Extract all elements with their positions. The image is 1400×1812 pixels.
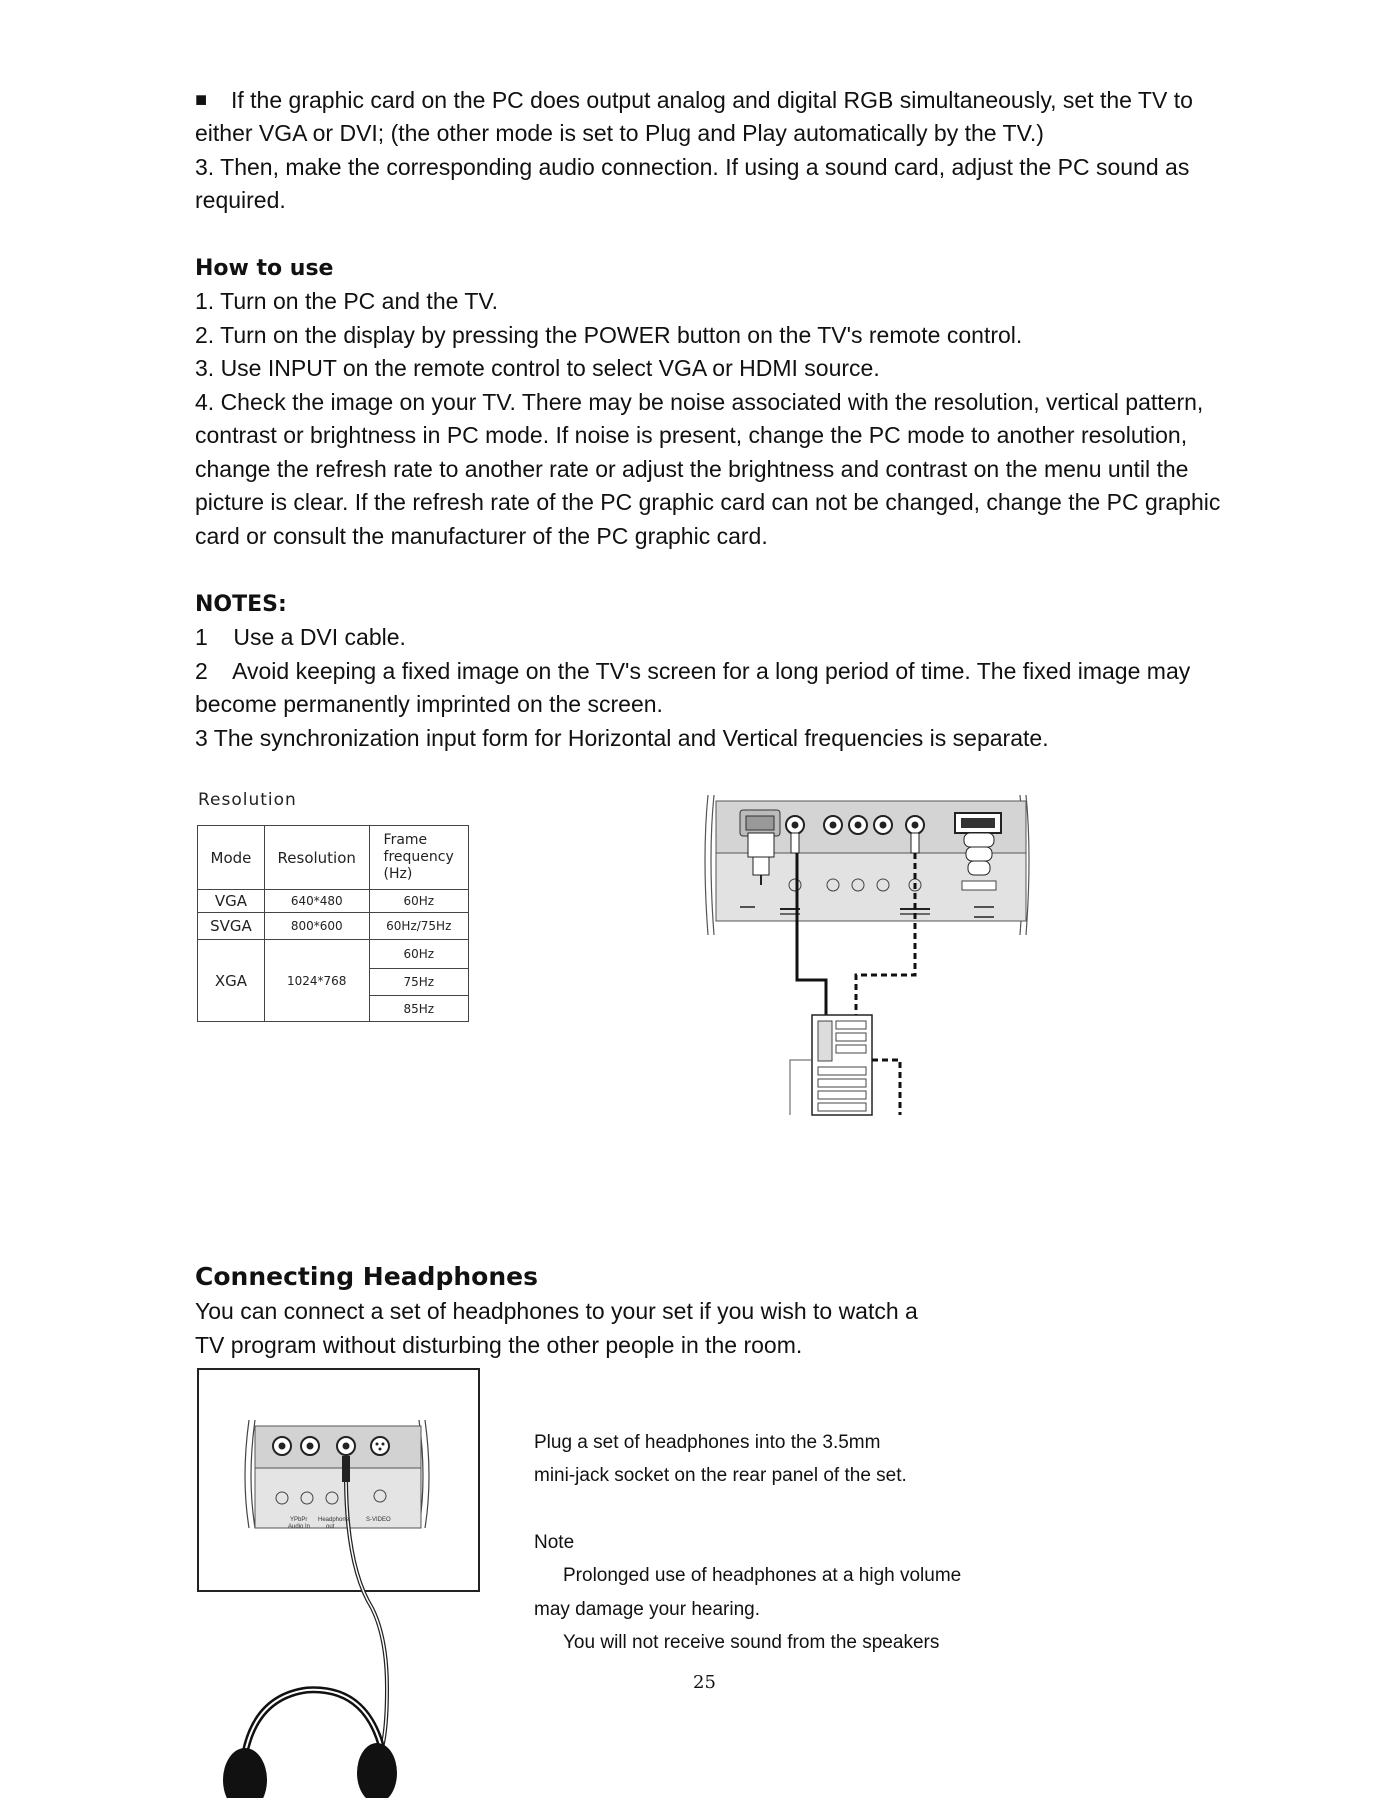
headphones-heading: Connecting Headphones	[195, 1262, 538, 1291]
row-xga-resolution: 1024*768	[264, 940, 369, 1022]
row-svga-freq: 60Hz/75Hz	[369, 913, 468, 940]
how-to-use-line-8: card or consult the manufacturer of the PC graphic card.	[195, 523, 768, 549]
headphone-instruction-2: mini-jack socket on the rear panel of the set.	[534, 1465, 907, 1486]
how-to-use-line-1: 1. Turn on the PC and the TV.	[195, 288, 499, 314]
row-xga-freq-3: 85Hz	[369, 996, 468, 1022]
headphone-diagram	[197, 1368, 480, 1798]
how-to-use-line-4: 4. Check the image on your TV. There may be noise associated with the resolution, vertical pattern,	[195, 389, 1204, 415]
notes-line-4: 3 The synchronization input form for Horizontal and Vertical frequencies is separate.	[195, 725, 1049, 751]
resolution-table	[197, 825, 469, 1022]
row-vga-mode: VGA	[198, 890, 265, 913]
row-svga-mode: SVGA	[198, 913, 265, 940]
headphone-note-line-2: may damage your hearing.	[534, 1599, 761, 1620]
headphone-instruction-1: Plug a set of headphones into the 3.5mm	[534, 1432, 881, 1453]
panel-label-out: out	[326, 1524, 335, 1530]
intro-line-4: required.	[195, 187, 286, 213]
intro-line-3: 3. Then, make the corresponding audio connection. If using a sound card, adjust the PC sound as	[195, 154, 1190, 180]
notes-heading: NOTES:	[195, 592, 287, 617]
row-vga-freq: 60Hz	[369, 890, 468, 913]
pc-connection-diagram	[700, 785, 1040, 1120]
how-to-use-line-3: 3. Use INPUT on the remote control to select VGA or HDMI source.	[195, 355, 880, 381]
intro-bullet: ■	[195, 89, 208, 111]
panel-label-headphone: Headphone	[318, 1517, 350, 1523]
header-frame-frequency	[369, 826, 468, 890]
how-to-use-heading: How to use	[195, 256, 334, 281]
how-to-use-line-2: 2. Turn on the display by pressing the POWER button on the TV's remote control.	[195, 322, 1023, 348]
headphone-note-line-1: Prolonged use of headphones at a high volume	[563, 1565, 962, 1586]
page-number: 25	[693, 1672, 716, 1693]
how-to-use-line-6: change the refresh rate to another rate or adjust the brightness and contrast on the menu until the	[195, 456, 1189, 482]
headphones-line-2: TV program without disturbing the other people in the room.	[195, 1332, 803, 1358]
panel-label-s-video: S-VIDEO	[366, 1517, 391, 1523]
row-xga-freq-1: 60Hz	[369, 940, 468, 969]
header-frequency: frequency	[383, 849, 454, 865]
panel-label-audio-in: Audio In	[288, 1524, 311, 1530]
notes-line-2: 2 Avoid keeping a fixed image on the TV's screen for a long period of time. The fixed image may	[195, 658, 1191, 684]
headphones-line-1: You can connect a set of headphones to your set if you wish to watch a	[195, 1298, 918, 1324]
panel-label-ypbpr: YPbPr	[290, 1517, 308, 1523]
intro-line-1: If the graphic card on the PC does output analog and digital RGB simultaneously, set the TV to	[231, 87, 1193, 113]
notes-line-3: become permanently imprinted on the screen.	[195, 691, 663, 717]
header-mode: Mode	[198, 826, 265, 890]
header-hz: (Hz)	[383, 866, 413, 882]
resolution-caption: Resolution	[198, 790, 297, 810]
how-to-use-line-7: picture is clear. If the refresh rate of the PC graphic card can not be changed, change the PC graphic	[195, 489, 1221, 515]
how-to-use-line-5: contrast or brightness in PC mode. If noise is present, change the PC mode to another resolution,	[195, 422, 1188, 448]
headphone-note-title: Note	[534, 1532, 575, 1553]
header-resolution: Resolution	[264, 826, 369, 890]
row-svga-resolution: 800*600	[264, 913, 369, 940]
notes-line-1: 1 Use a DVI cable.	[195, 624, 406, 650]
row-xga-mode: XGA	[198, 940, 265, 1022]
header-frame: Frame	[383, 832, 428, 848]
intro-line-2: either VGA or DVI; (the other mode is set to Plug and Play automatically by the TV.)	[195, 120, 1044, 146]
headphone-note-line-3: You will not receive sound from the speakers	[563, 1632, 940, 1653]
row-vga-resolution: 640*480	[264, 890, 369, 913]
row-xga-freq-2: 75Hz	[369, 969, 468, 996]
